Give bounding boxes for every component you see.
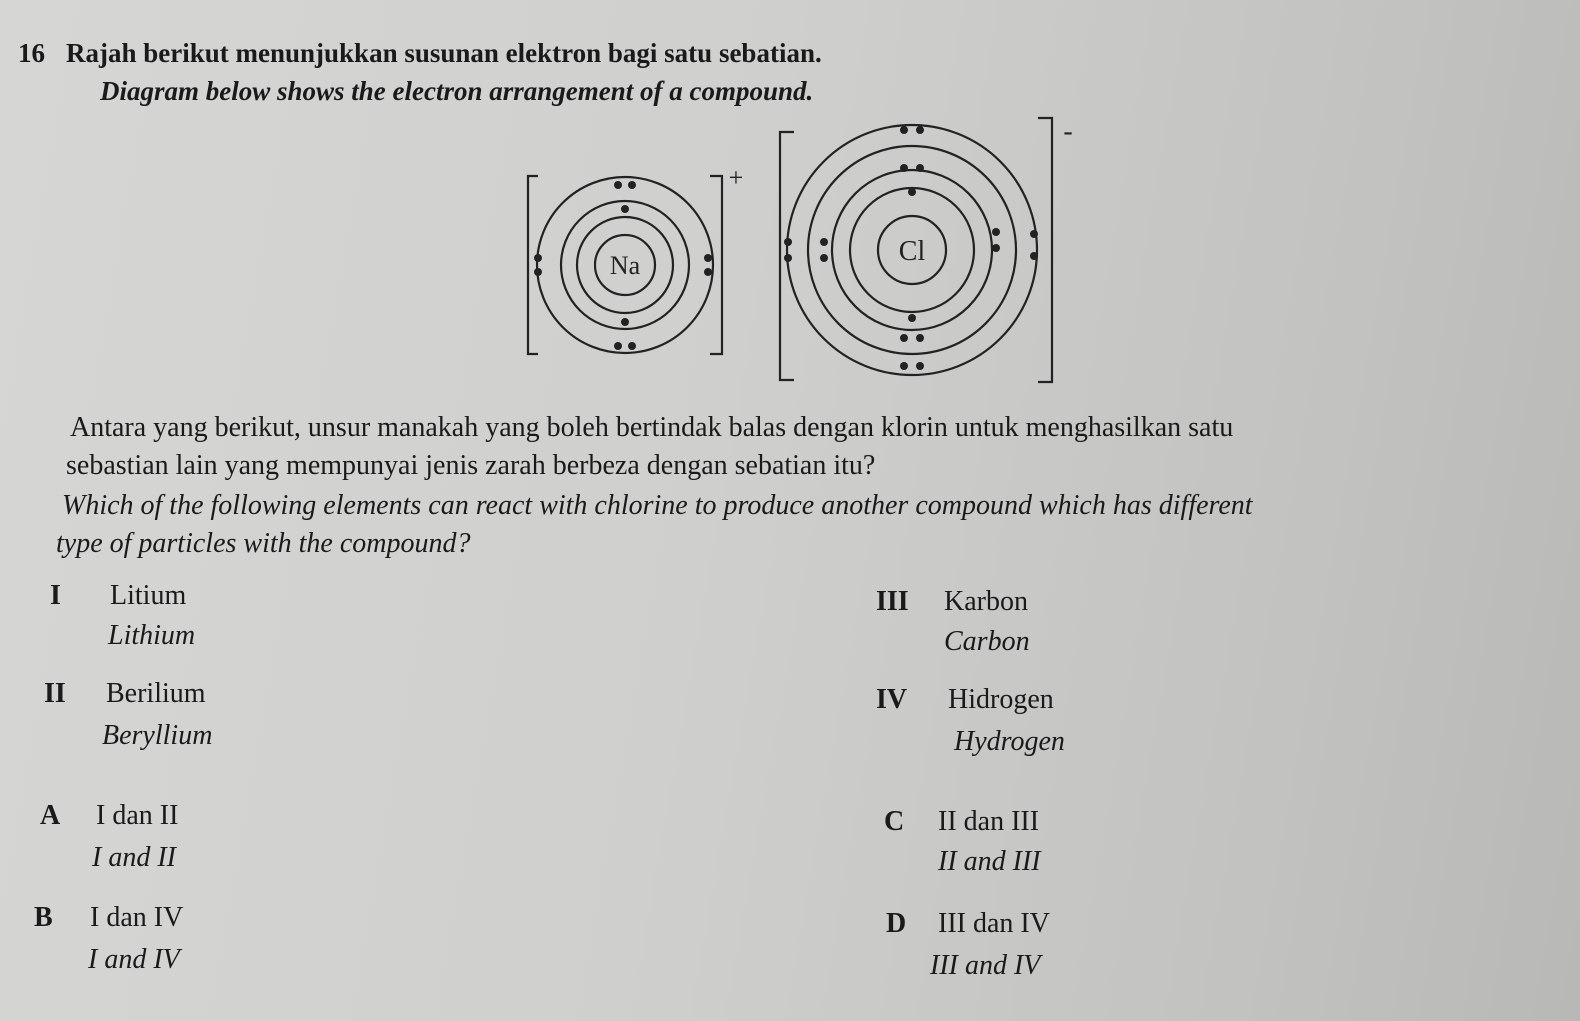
question-stem-malay: Rajah berikut menunjukkan susunan elektron bagi satu sebatian. <box>66 38 822 68</box>
question-stem-english: Diagram below shows the electron arrangement of a compound. <box>100 76 814 106</box>
statement-english-1: Lithium <box>108 620 196 651</box>
answer-malay-c: II dan III <box>938 806 1040 837</box>
answer-english-a: I and II <box>92 842 176 873</box>
statement-malay-1: Litium <box>110 580 187 611</box>
statement-numeral-2: II <box>44 678 66 709</box>
answer-malay-b: I dan IV <box>90 902 184 933</box>
na-symbol: Na <box>609 251 641 280</box>
answer-letter-c: C <box>884 806 905 837</box>
cl-symbol: Cl <box>898 236 926 267</box>
statement-numeral-4: IV <box>876 684 908 715</box>
cl-bracket-right <box>1038 118 1052 382</box>
answer-malay-a: I dan II <box>96 800 179 831</box>
question-body-english-line2: type of particles with the compound? <box>56 528 471 559</box>
statement-english-2: Beryllium <box>102 720 213 751</box>
answer-english-b: I and IV <box>88 944 180 975</box>
question-number: 16 <box>18 38 45 68</box>
na-charge: + <box>728 163 744 192</box>
answer-letter-d: D <box>886 908 907 939</box>
answer-malay-d: III dan IV <box>938 908 1050 939</box>
statement-malay-4: Hidrogen <box>948 684 1054 715</box>
answer-english-d: III and IV <box>930 950 1041 981</box>
cl-charge: - <box>1063 116 1073 147</box>
question-body-english-line1: Which of the following elements can react with chlorine to produce another compound which has different <box>62 490 1253 521</box>
statement-english-3: Carbon <box>944 626 1030 657</box>
answer-letter-b: B <box>34 902 53 933</box>
statement-numeral-1: I <box>50 580 61 611</box>
answer-english-c: II and III <box>938 846 1041 877</box>
na-bracket-right <box>710 176 722 354</box>
statement-numeral-3: III <box>876 586 909 617</box>
answer-letter-a: A <box>40 800 61 831</box>
statement-english-4: Hydrogen <box>954 726 1065 757</box>
question-body-malay-line2: sebastian lain yang mempunyai jenis zarah berbeza dengan sebatian itu? <box>66 450 876 481</box>
statement-malay-3: Karbon <box>944 586 1028 617</box>
electron-arrangement-diagram <box>520 110 1080 390</box>
statement-malay-2: Berilium <box>106 678 206 709</box>
question-body-malay-line1: Antara yang berikut, unsur manakah yang boleh bertindak balas dengan klorin untuk menghasilkan satu <box>70 412 1234 443</box>
